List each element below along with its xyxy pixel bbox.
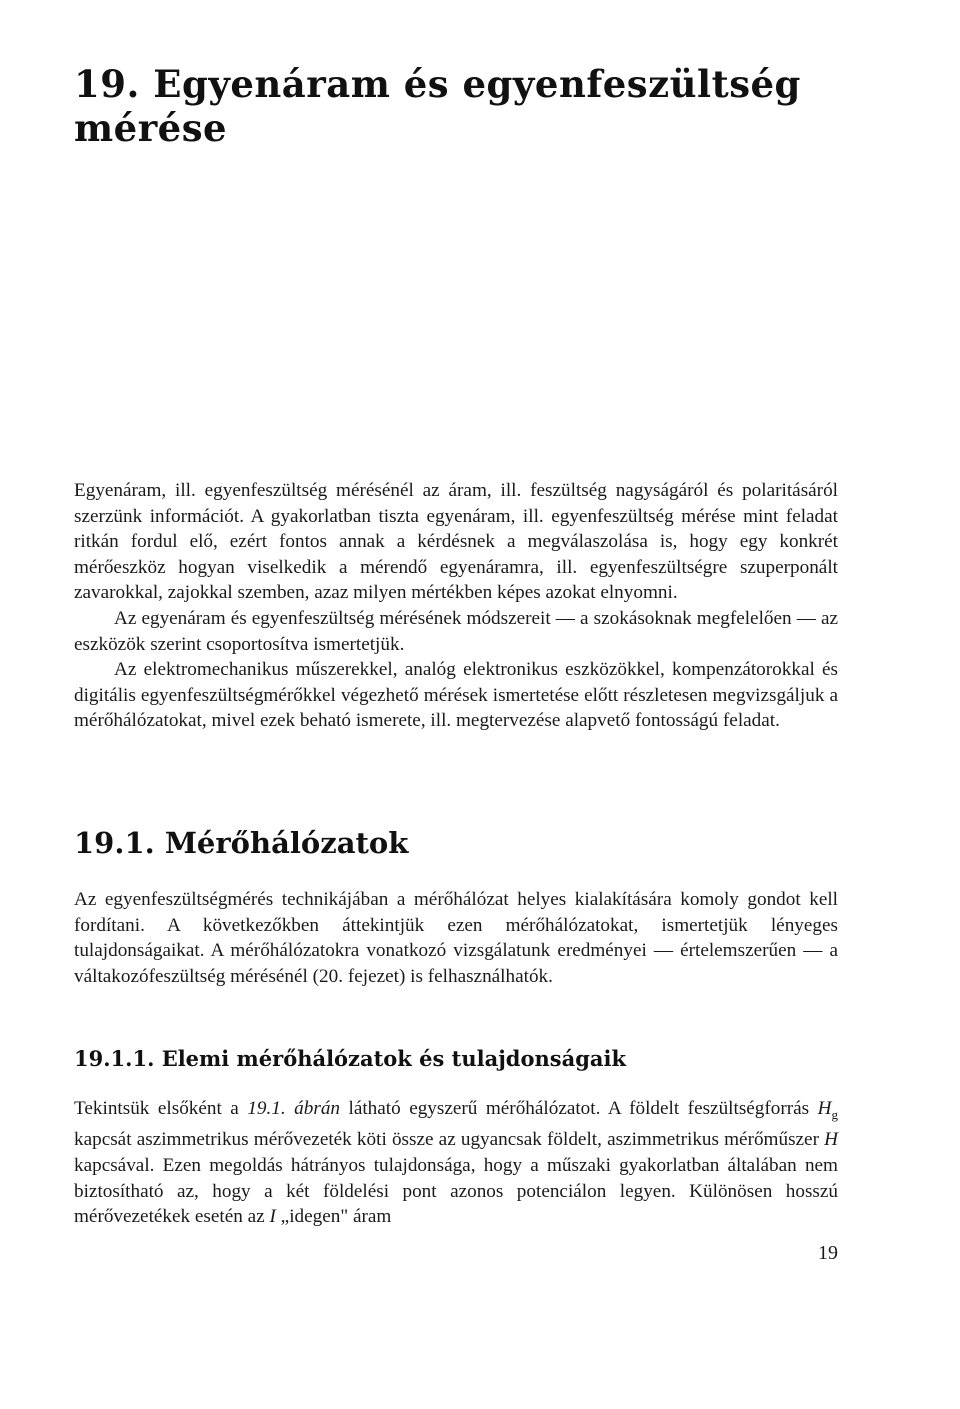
text-run: kapcsát aszimmetrikus mérővezeték köti össze az ugyancsak földelt, aszimmetrikus mérőműszer (74, 1129, 825, 1151)
figure-reference: 19.1. ábrán (247, 1098, 341, 1119)
subsection-text (74, 1096, 838, 1230)
symbol-h: H (824, 1129, 838, 1151)
subsection-paragraph (74, 1096, 838, 1230)
text-run: kapcsával. Ezen megoldás hátrányos tulajdonsága, hogy a műszaki gyakorlatban általában nem biztosítható az, hogy a két földelési pont azonos potenciálon legyen. Különösen hosszú mérővezetékek esetén az (74, 1155, 838, 1228)
intro-paragraph-3: Az elektromechanikus műszerekkel, analóg elektronikus eszközökkel, kompenzátorokkal és digitális egyenfeszültségmérőkkel végezhető mérések ismertetése előtt részletesen megvizsgáljuk a mérőhálózatokat, mivel ezek beható ismerete, ill. megtervezése alapvető fontosságú feladat. (74, 659, 838, 732)
text-run: Tekintsük elsőként a (74, 1098, 248, 1119)
intro-paragraph-1: Egyenáram, ill. egyenfeszültség mérésénél az áram, ill. feszültség nagyságáról és polaritásáról szerzünk információt. A gyakorlatban tiszta egyenáram, ill. egyenfeszültség mérése mint feladat ritkán fordul elő, ezért fontos annak a kérdésnek a megválaszolása is, hogy egy konkrét mérőeszköz hogyan viselkedik a mérendő egyenáramra, ill. egyenfeszültségre szuperponált zavarokkal, zajokkal szemben, azaz milyen mértékben képes azokat elnyomni. (74, 480, 838, 604)
chapter-title: 19. Egyenáram és egyenfeszültség mérése (74, 62, 801, 150)
page-number: 19 (818, 1242, 838, 1264)
section-title: 19.1. Mérőhálózatok (74, 826, 409, 860)
text-run: „idegen" áram (275, 1206, 392, 1228)
symbol-hg: H (817, 1098, 832, 1119)
intro-text (74, 478, 838, 734)
section-1-text (74, 887, 838, 989)
symbol-i: I (269, 1206, 276, 1228)
section-1-paragraph: Az egyenfeszültségmérés technikájában a mérőhálózat helyes kialakítására komoly gondot kell fordítani. A következőkben áttekintjük ezen mérőhálózatokat, ismertetjük lényeges tulajdonságaikat. A mérőhálózatokra vonatkozó vizsgálatunk eredményei — értelemszerűen — a váltakozófeszültség mérésénél (20. fejezet) is felhasználhatók. (74, 889, 838, 987)
intro-paragraph-2: Az egyenáram és egyenfeszültség mérésének módszereit — a szokásoknak megfelelően — az eszközök szerint csoportosítva ismertetjük. (74, 607, 838, 655)
symbol-hg-subscript: g (831, 1106, 838, 1122)
subsection-title: 19.1.1. Elemi mérőhálózatok és tulajdonságaik (74, 1046, 627, 1071)
text-run: látható egyszerű mérőhálózatot. A földelt feszültségforrás (340, 1098, 818, 1119)
